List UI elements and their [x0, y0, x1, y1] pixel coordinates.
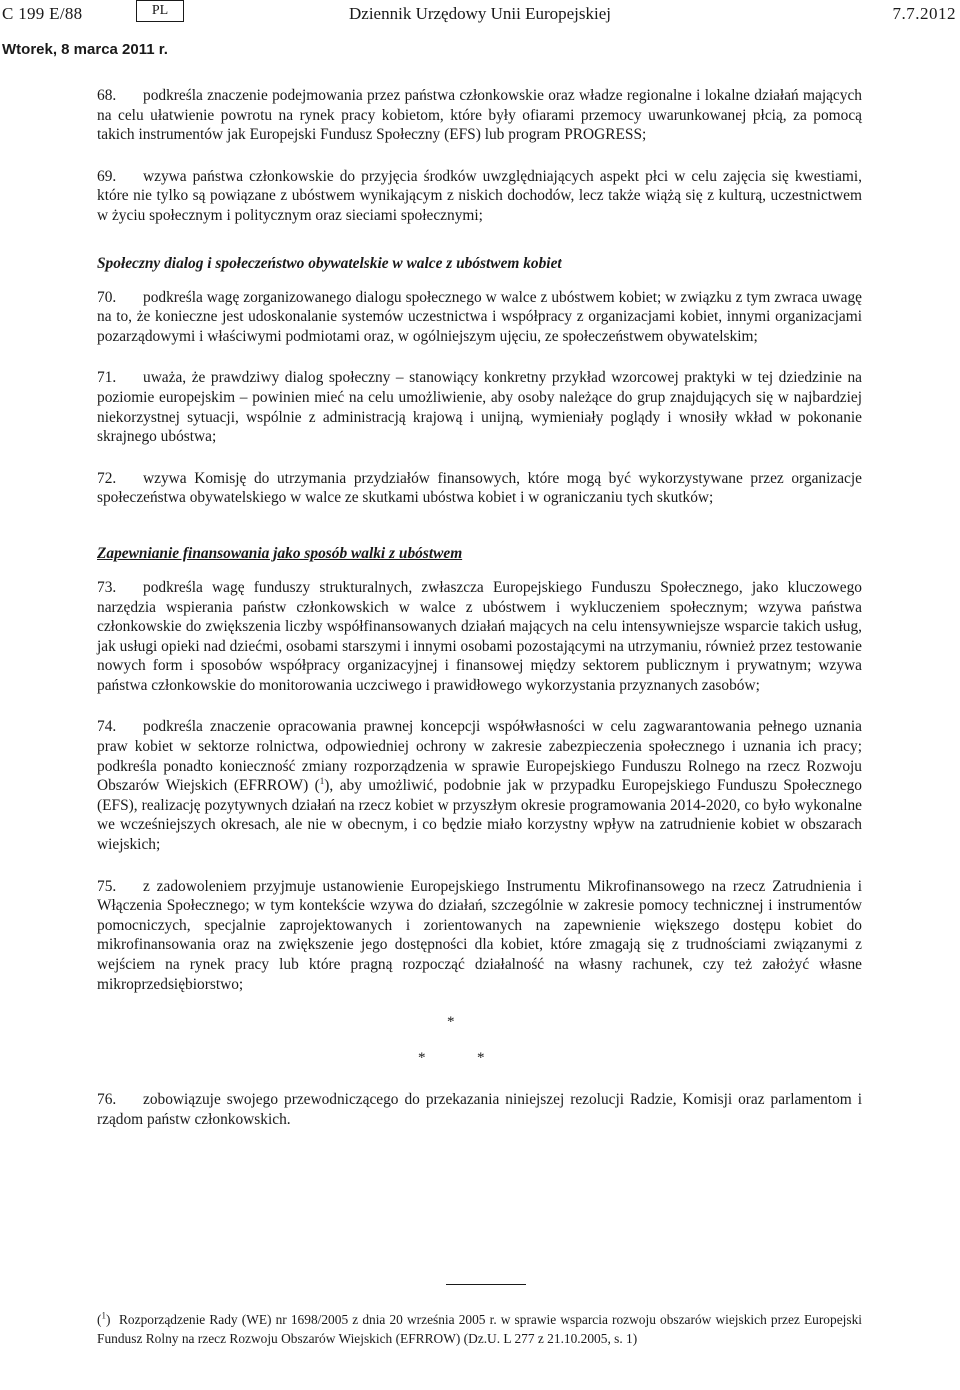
paragraph-71 [97, 368, 862, 446]
paragraph-number: 76. [97, 1091, 117, 1109]
paragraph-text: uważa, że prawdziwy dialog społeczny – stanowiący konkretny przykład wzorcowej praktyki w tej dziedzinie na poziomie europejskim – powinien mieć na celu umożliwienie, aby osoby należące do grup znajdujących się w najbardziej niekorzystnej sytuacji, wspólnie z administracją krajową i unijną, wymieniały poglądy i wnosiły wkład w pokonanie skrajnego ubóstwa; [97, 369, 862, 446]
journal-series: C 199 E/88 [2, 4, 83, 23]
paragraph-number: 74. [97, 718, 117, 736]
paragraph-number: 72. [97, 469, 117, 487]
language-code: PL [136, 0, 184, 22]
paragraph-text: z zadowoleniem przyjmuje ustanowienie Europejskiego Instrumentu Mikrofinansowego na rzecz Zatrudnienia i Włączenia Społecznego; w tym kontekście wzywa do działań, szczególnie w zakresie pomocy technicznej i instrumentów pomocniczych, specjalnie zaprojektowanych i zorientowanych na zapewnienie większego dostępu kobiet do mikrofinansowania oraz na zwiększenie jego dostępności dla kobiet, które zmagają się z trudnościami związanymi z wejściem na rynek pracy lub które pragną rozpocząć działalność na własny rachunek, czy też założyć własne mikroprzedsiębiorstwo; [97, 877, 862, 993]
paragraph-72 [97, 469, 862, 508]
paragraph-70 [97, 288, 862, 347]
paragraph-number: 68. [97, 87, 117, 104]
footnote-reference[interactable]: 1 [319, 776, 325, 787]
paragraph-text: podkreśla znaczenie podejmowania przez państwa członkowskie oraz władze regionalne i lokalne działań mających na celu ułatwienie powrotu na rynek pracy kobietom, które były ofiarami przemocy uwarunkowanej płcią, za pomocą takich instrumentów jak Europejski Fundusz Społeczny (EFS) lub program PROGRESS; [97, 87, 862, 144]
page-header [0, 0, 960, 32]
publication-date: 7.7.2012 [892, 4, 956, 23]
paragraph-69 [97, 167, 862, 226]
paragraph-text: wzywa Komisję do utrzymania przydziałów finansowych, które mogą być wykorzystywane przez organizacje społeczeństwa obywatelskiego w walce ze skutkami ubóstwa kobiet i w ograniczaniu tych skutków; [97, 469, 862, 507]
journal-title: Dziennik Urzędowy Unii Europejskiej [349, 4, 612, 23]
paragraph-text: podkreśla wagę zorganizowanego dialogu społecznego w walce z ubóstwem kobiet; w związku z tym zwraca uwagę na to, że konieczne jest udoskonalanie systemów uczestnictwa i współpracy z organizacjami kobiet, innymi organizacjami pozarządowymi i właściwymi podmiotami oraz, w ogólniejszym ujęciu, ze społeczeństwem obywatelskim; [97, 288, 862, 345]
section-heading-financing: Zapewnianie finansowania jako sposób walki z ubóstwem [97, 544, 463, 562]
footnote-marker-open: ( [97, 1312, 102, 1327]
paragraph-68 [97, 86, 862, 145]
paragraph-number: 75. [97, 877, 117, 895]
paragraph-75 [97, 877, 862, 995]
paragraph-number: 73. [97, 578, 117, 596]
footnote-marker [97, 1310, 119, 1329]
footnote-text: Rozporządzenie Rady (WE) nr 1698/2005 z dnia 20 września 2005 r. w sprawie wsparcia rozwoju obszarów wiejskich przez Europejski Fundusz Rolny na rzecz Rozwoju Obszarów Wiejskich (EFRROW) (Dz.U. L 277 z 21.10.2005, s. 1) [97, 1312, 862, 1346]
paragraph-number: 70. [97, 288, 117, 306]
paragraph-text: wzywa państwa członkowskie do przyjęcia środków uwzględniających aspekt płci w celu zajęcia się kwestiami, które nie tylko są powiązane z ubóstwem wynikającym z niskich dochodów, lecz także wiążą się z kulturą, uczestnictwem w życiu społecznym i politycznym oraz sieciami społecznymi; [97, 167, 862, 224]
separator-asterisk: * [477, 1050, 485, 1067]
paragraph-74 [97, 717, 862, 854]
separator-asterisk: * [418, 1050, 426, 1067]
section-separator [97, 1014, 862, 1082]
session-date: Wtorek, 8 marca 2011 r. [2, 41, 168, 58]
paragraph-text-continued: ), aby umożliwić, podobnie jak w przypadku Europejskiego Funduszu Społecznego (EFS), realizację pozytywnych działań na rzecz kobiet w przyszłym okresie programowania 2014-2020, co było wykonalne we wcześniejszych okresach, ale nie w obecnym, i co będzie miało korzystny wpływ na zatrudnienie kobiet w obszarach wiejskich; [97, 777, 862, 854]
paragraph-text: zobowiązuje swojego przewodniczącego do przekazania niniejszej rezolucji Radzie, Komisji oraz parlamentom i rządom państw członkowskich. [97, 1091, 862, 1128]
footnote-divider [446, 1284, 526, 1285]
separator-asterisk: * [447, 1014, 455, 1031]
footnote [97, 1310, 862, 1348]
footnote-number: 1 [101, 1310, 106, 1321]
section-heading-social-dialog: Społeczny dialog i społeczeństwo obywatelskie w walce z ubóstwem kobiet [97, 254, 562, 272]
document-body [97, 86, 862, 1151]
paragraph-text: podkreśla znaczenie opracowania prawnej koncepcji współwłasności w celu zagwarantowania pełnego uznania praw kobiet w sektorze rolnictwa, odpowiedniej ochrony w zakresie zabezpieczenia społecznego i uznania ich pracy; podkreśla ponadto konieczność zmiany rozporządzenia w sprawie Europejskiego Funduszu Rolnego na rzecz Rozwoju Obszarów Wiejskich (EFRROW) ( [97, 718, 862, 795]
paragraph-76 [97, 1090, 862, 1129]
paragraph-number: 71. [97, 369, 117, 387]
paragraph-text: podkreśla wagę funduszy strukturalnych, zwłaszcza Europejskiego Funduszu Społecznego, jako kluczowego narzędzia wspierania państw członkowskich w walce z ubóstwem i wykluczeniem społecznym; wzywa państwa członkowskie do zwiększenia liczby współfinansowanych działań mających na celu intensywniejsze wsparcie takich usług, jak usługi opieki nad dziećmi, osobami starszymi i innymi osobami pozostającymi na utrzymaniu, również przez testowanie nowych form i sposobów współpracy organizacyjnej i finansowej między sektorem publicznym i prywatnym; wzywa państwa członkowskie do monitorowania uczciwego i prawidłowego wykorzystania przyznanych zasobów; [97, 578, 862, 694]
paragraph-number: 69. [97, 167, 117, 185]
footnote-marker-close: ) [105, 1312, 111, 1327]
paragraph-73 [97, 578, 862, 696]
